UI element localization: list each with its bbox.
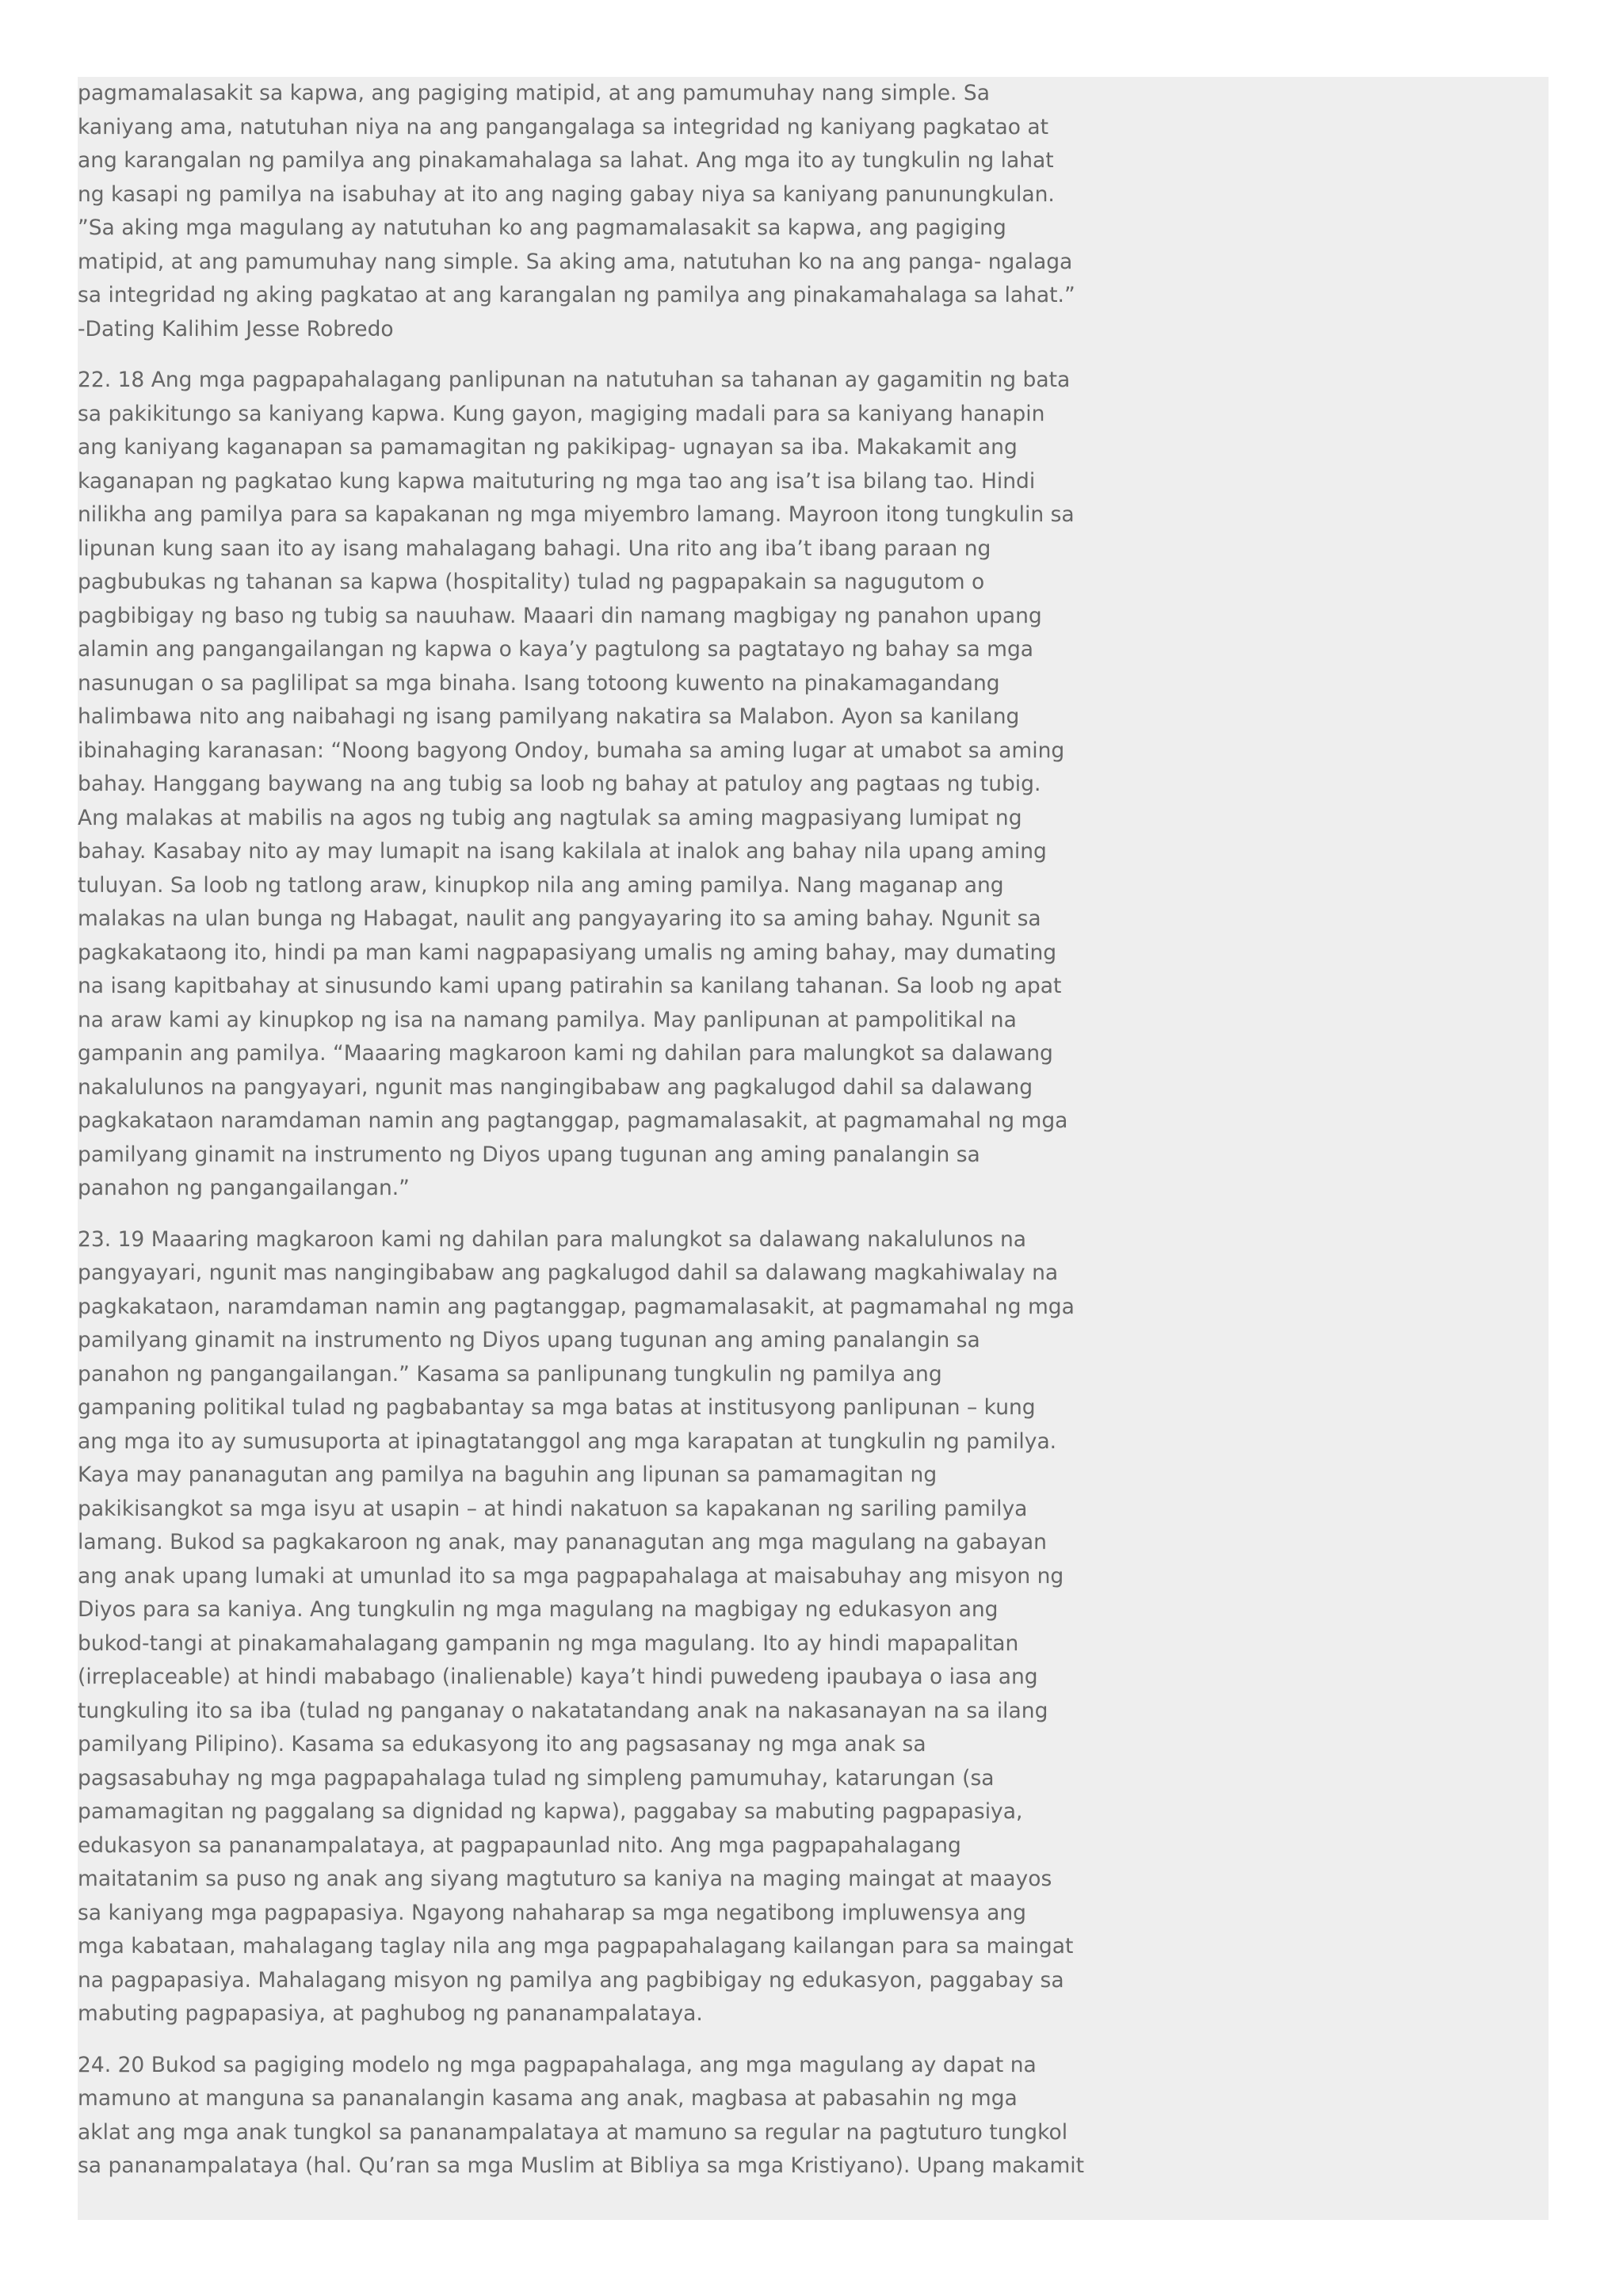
text-line: pamilyang ginamit na instrumento ng Diyos upang tugunan ang aming panalangin sa: [78, 1328, 980, 1352]
text-line: kaniyang ama, natutuhan niya na ang pangangalaga sa integridad ng kaniyang pagkatao at: [78, 114, 1049, 139]
text-line: bahay. Hanggang baywang na ang tubig sa loob ng bahay at patuloy ang pagtaas ng tubig.: [78, 772, 1041, 796]
paragraph-22: [78, 364, 1075, 1206]
text-line: ang anak upang lumaki at umunlad ito sa mga pagpapahalaga at maisabuhay ang misyon ng: [78, 1563, 1064, 1589]
text-line: maitatanim sa puso ng anak ang siyang magtuturo sa kaniya na maging maingat at maayos: [78, 1867, 1052, 1891]
text-line: sa integridad ng aking pagkatao at ang karangalan ng pamilya ang pinakamahalaga sa lahat.”: [78, 283, 1075, 307]
text-line: sa pakikitungo sa kaniyang kapwa. Kung gayon, magiging madali para sa kaniyang hanapin: [78, 401, 1045, 426]
text-line: kaganapan ng pagkatao kung kapwa maituturing ng mga tao ang isa’t isa bilang tao. Hindi: [78, 468, 1036, 494]
text-line: pamamagitan ng paggalang sa dignidad ng kapwa), paggabay sa mabuting pagpapasiya,: [78, 1799, 1023, 1824]
text-line: pagmamalasakit sa kapwa, ang pagiging matipid, at ang pamumuhay nang simple. Sa: [78, 81, 990, 105]
text-line: mabuting pagpapasiya, at paghubog ng pananampalataya.: [78, 2001, 703, 2026]
text-line: alamin ang pangangailangan ng kapwa o kaya’y pagtulong sa pagtatayo ng bahay sa mga: [78, 637, 1034, 662]
document-text: [78, 77, 1085, 2183]
text-line: pangyayari, ngunit mas nangingibabaw ang pagkalugod dahil sa dalawang magkahiwalay na: [78, 1261, 1059, 1285]
text-line: pamilyang Pilipino). Kasama sa edukasyong ito ang pagsasanay ng mga anak sa: [78, 1732, 926, 1756]
text-line: edukasyon sa pananampalataya, at pagpapaunlad nito. Ang mga pagpapahalagang: [78, 1833, 961, 1858]
text-line: panahon ng pangangailangan.”: [78, 1176, 410, 1200]
text-line: nasunugan o sa paglilipat sa mga binaha. Isang totoong kuwento na pinakamagandang: [78, 670, 1000, 696]
text-line: tungkuling ito sa iba (tulad ng panganay o nakatatandang anak na nakasanayan na sa ilang: [78, 1698, 1048, 1723]
text-line: gampaning politikal tulad ng pagbabantay sa mga batas at institusyong panlipunan – kung: [78, 1395, 1036, 1420]
text-line: Diyos para sa kaniya. Ang tungkulin ng mga magulang na magbigay ng edukasyon ang: [78, 1597, 999, 1622]
text-line: Ang malakas at mabilis na agos ng tubig ang nagtulak sa aming magpasiyang lumipat ng: [78, 805, 1022, 830]
text-line: pagbubukas ng tahanan sa kapwa (hospitality) tulad ng pagpapakain sa nagugutom o: [78, 570, 985, 594]
text-line: lipunan kung saan ito ay isang mahalagang bahagi. Una rito ang iba’t ibang paraan ng: [78, 536, 991, 561]
text-line: bahay. Kasabay nito ay may lumapit na isang kakilala at inalok ang bahay nila upang aming: [78, 839, 1047, 864]
text-line: pamilyang ginamit na instrumento ng Diyos upang tugunan ang aming panalangin sa: [78, 1142, 980, 1167]
text-line: ng kasapi ng pamilya na isabuhay at ito ang naging gabay niya sa kaniyang panunungkulan.: [78, 181, 1055, 207]
text-line: gampanin ang pamilya. “Maaaring magkaroon kami ng dahilan para malungkot sa dalawang: [78, 1041, 1053, 1066]
paragraph-23: [78, 1223, 1075, 2031]
text-line: sa pananampalataya (hal. Qu’ran sa mga Muslim at Bibliya sa mga Kristiyano). Upang makamit: [78, 2153, 1085, 2178]
text-line: 23. 19 Maaaring magkaroon kami ng dahilan para malungkot sa dalawang nakalulunos na: [78, 1226, 1027, 1252]
text-line: ”Sa aking mga magulang ay natutuhan ko ang pagmamalasakit sa kapwa, ang pagiging: [78, 215, 1006, 240]
text-line: ang mga ito ay sumusuporta at ipinagtatanggol ang mga karapatan at tungkulin ng pamilya.: [78, 1428, 1057, 1454]
text-line: pagsasabuhay ng mga pagpapahalaga tulad ng simpleng pamumuhay, katarungan (sa: [78, 1765, 995, 1791]
text-line: -Dating Kalihim Jesse Robredo: [78, 316, 394, 341]
text-line: na araw kami ay kinupkop ng isa na namang pamilya. May panlipunan at pampolitikal na: [78, 1007, 1017, 1032]
text-line: lamang. Bukod sa pagkakaroon ng anak, may pananagutan ang mga magulang na gabayan: [78, 1530, 1047, 1554]
paragraph-quote-robredo: [78, 77, 1075, 346]
text-line: na pagpapasiya. Mahalagang misyon ng pamilya ang pagbibigay ng edukasyon, paggabay sa: [78, 1967, 1064, 1993]
text-line: Kaya may pananagutan ang pamilya na baguhin ang lipunan sa pamamagitan ng: [78, 1463, 938, 1487]
text-line: pagkakataon naramdaman namin ang pagtanggap, pagmamalasakit, at pagmamahal ng mga: [78, 1108, 1068, 1133]
text-line: ang kaniyang kaganapan sa pamamagitan ng pakikipag- ugnayan sa iba. Makakamit ang: [78, 435, 1018, 460]
text-line: mamuno at manguna sa pananalangin kasama ang anak, magbasa at pabasahin ng mga: [78, 2086, 1018, 2111]
text-line: (irreplaceable) at hindi mababago (inalienable) kaya’t hindi puwedeng ipaubaya o iasa ang: [78, 1665, 1038, 1689]
text-line: ang karangalan ng pamilya ang pinakamahalaga sa lahat. Ang mga ito ay tungkulin ng lahat: [78, 148, 1054, 173]
text-line: matipid, at ang pamumuhay nang simple. Sa aking ama, natutuhan ko na ang panga- ngalaga: [78, 249, 1073, 274]
text-line: pagkakataon, naramdaman namin ang pagtanggap, pagmamalasakit, at pagmamahal ng mga: [78, 1294, 1075, 1319]
text-line: pagbibigay ng baso ng tubig sa nauuhaw. Maaari din namang magbigay ng panahon upang: [78, 603, 1042, 628]
text-line: malakas na ulan bunga ng Habagat, naulit ang pangyayaring ito sa aming bahay. Ngunit sa: [78, 906, 1041, 931]
text-line: nakalulunos na pangyayari, ngunit mas nangingibabaw ang pagkalugod dahil sa dalawang: [78, 1074, 1033, 1100]
text-line: ibinahaging karanasan: “Noong bagyong Ondoy, bumaha sa aming lugar at umabot sa aming: [78, 738, 1065, 763]
text-line: pagkakataong ito, hindi pa man kami nagpapasiyang umalis ng aming bahay, may dumating: [78, 940, 1057, 965]
text-line: tuluyan. Sa loob ng tatlong araw, kinupkop nila ang aming pamilya. Nang maganap ang: [78, 872, 1004, 898]
text-line: bukod-tangi at pinakamahalagang gampanin ng mga magulang. Ito ay hindi mapapalitan: [78, 1630, 1019, 1656]
text-line: na isang kapitbahay at sinusundo kami upang patirahin sa kanilang tahanan. Sa loob ng apat: [78, 974, 1062, 998]
paragraph-24: [78, 2049, 1085, 2183]
text-line: 24. 20 Bukod sa pagiging modelo ng mga pagpapahalaga, ang mga magulang ay dapat na: [78, 2052, 1037, 2077]
text-line: aklat ang mga anak tungkol sa pananampalataya at mamuno sa regular na pagtuturo tungkol: [78, 2119, 1068, 2145]
text-line: 22. 18 Ang mga pagpapahalagang panlipunan na natutuhan sa tahanan ay gagamitin ng bata: [78, 368, 1071, 392]
text-line: panahon ng pangangailangan.” Kasama sa panlipunang tungkulin ng pamilya ang: [78, 1361, 942, 1386]
text-line: nilikha ang pamilya para sa kapakanan ng mga miyembro lamang. Mayroon itong tungkulin sa: [78, 502, 1075, 527]
text-line: sa kaniyang mga pagpapasiya. Ngayong nahaharap sa mga negatibong impluwensya ang: [78, 1900, 1026, 1925]
text-line: mga kabataan, mahalagang taglay nila ang mga pagpapahalagang kailangan para sa maingat: [78, 1934, 1074, 1958]
text-line: pakikisangkot sa mga isyu at usapin – at hindi nakatuon sa kapakanan ng sariling pamilya: [78, 1496, 1028, 1521]
text-line: halimbawa nito ang naibahagi ng isang pamilyang nakatira sa Malabon. Ayon sa kanilang: [78, 704, 1020, 729]
